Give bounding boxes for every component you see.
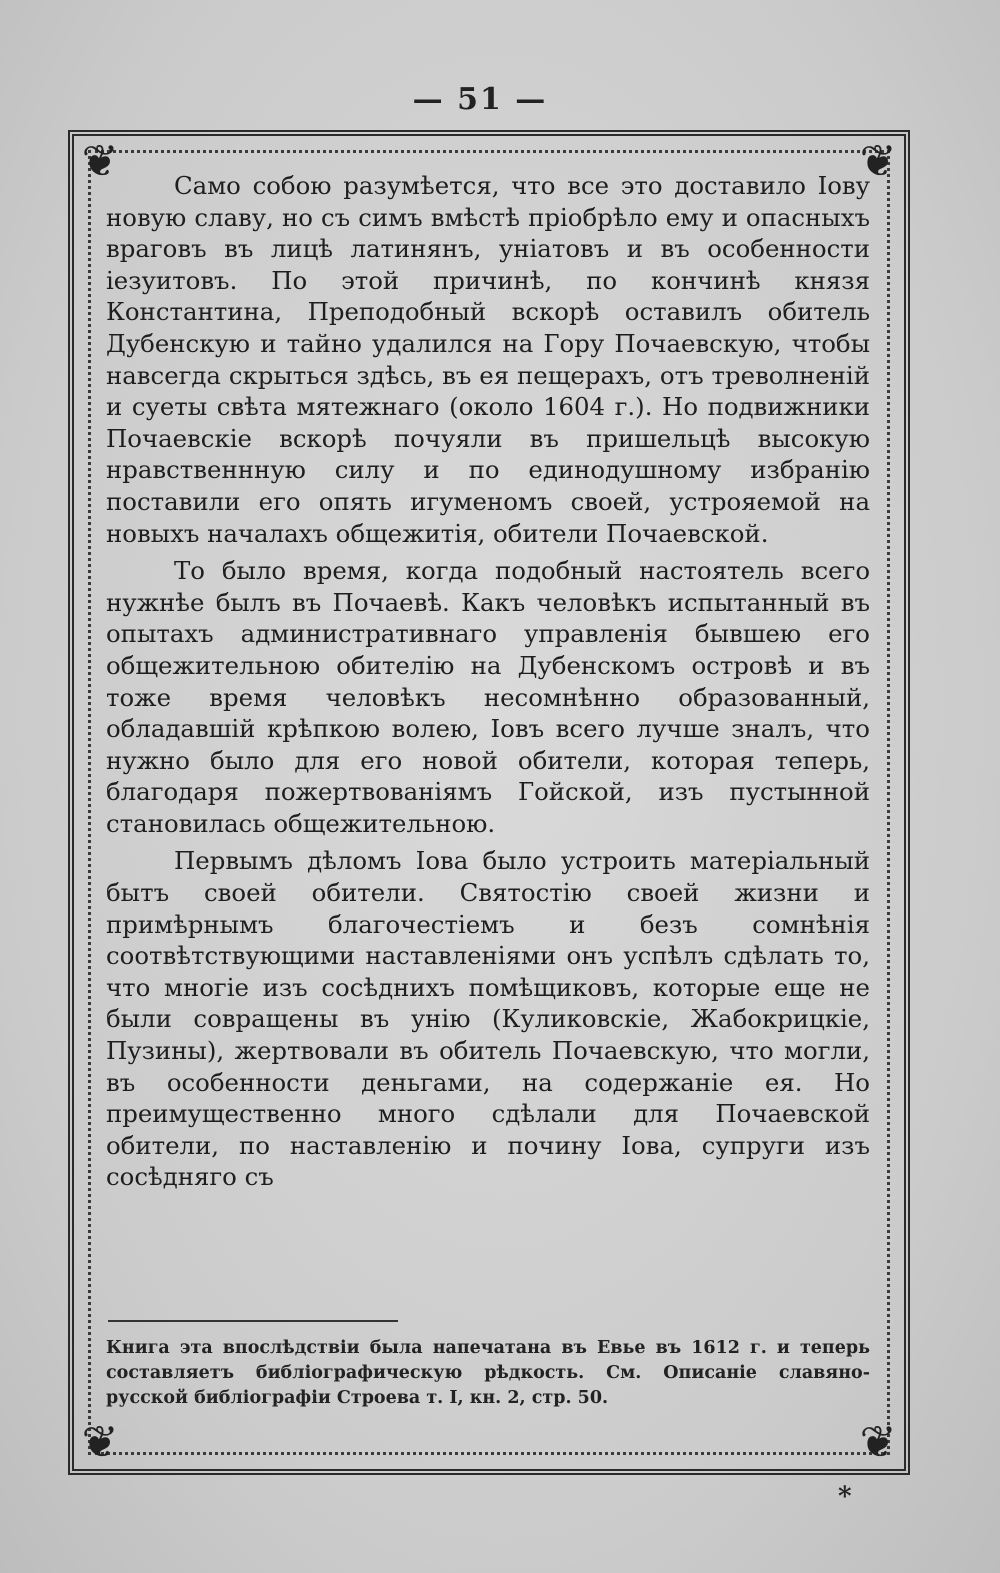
signature-mark: * <box>838 1482 852 1512</box>
ornament-corner-icon: ❦ <box>859 1417 897 1468</box>
ornament-corner-icon: ❦ <box>81 1417 119 1468</box>
footnote-rule <box>108 1320 398 1322</box>
paragraph: То было время, когда подобный настоятель всего нужнѣе былъ въ Почаевѣ. Какъ человѣкъ испытанный въ опытахъ административнаго управленія бывшею его общежительною обителію на Дубенскомъ островѣ и въ тоже время человѣкъ несомнѣнно образованный, обладавшій крѣпкою волею, Іовъ всего лучше зналъ, что нужно было для его новой обители, которая теперь, благодаря пожертвованіямъ Гойской, изъ пустынной становилась общежительною. <box>106 556 870 838</box>
main-text <box>106 170 870 1193</box>
page-number: — 51 — <box>412 82 548 117</box>
ornament-corner-icon: ❦ <box>81 136 119 187</box>
ornament-corner-icon: ❦ <box>859 136 897 187</box>
paragraph: Само собою разумѣется, что все это доставило Іову новую славу, но съ симъ вмѣстѣ пріобрѣло ему и опасныхъ враговъ въ лицѣ латинянъ, уніатовъ и въ особенности іезуитовъ. По этой причинѣ, по кончинѣ князя Константина, Преподобный вскорѣ оставилъ обитель Дубенскую и тайно удалился на Гору Почаевскую, чтобы навсегда скрыться здѣсь, въ ея пещерахъ, отъ треволненій и суеты свѣта мятежнаго (около 1604 г.). Но подвижники Почаевскіе вскорѣ почуяли въ пришельцѣ высокую нравственнную силу и по единодушному избранію поставили его опять игуменомъ своей, устрояемой на новыхъ началахъ общежитія, обители Почаевской. <box>106 171 870 548</box>
paragraph: Первымъ дѣломъ Іова было устроить матеріальный бытъ своей обители. Святостію своей жизни и примѣрнымъ благочестіемъ и безъ сомнѣнія соотвѣтствующими наставленіями онъ успѣлъ сдѣлать то, что многіе изъ сосѣднихъ помѣщиковъ, которые еще не были совращены въ унію (Куликовскіе, Жабокрицкіе, Пузины), жертвовали въ обитель Почаевскую, что могли, въ особенности деньгами, на содержаніе ея. Но преимущественно много сдѣлали для Почаевской обители, по наставленію и почину Іова, супруги изъ сосѣдняго съ <box>106 846 870 1192</box>
footnote: Книга эта впослѣдствіи была напечатана въ Евье въ 1612 г. и теперь составляетъ библіографическую рѣдкость. См. Описаніе славяно-русской библіографіи Строева т. I, кн. 2, стр. 50. <box>106 1338 870 1408</box>
